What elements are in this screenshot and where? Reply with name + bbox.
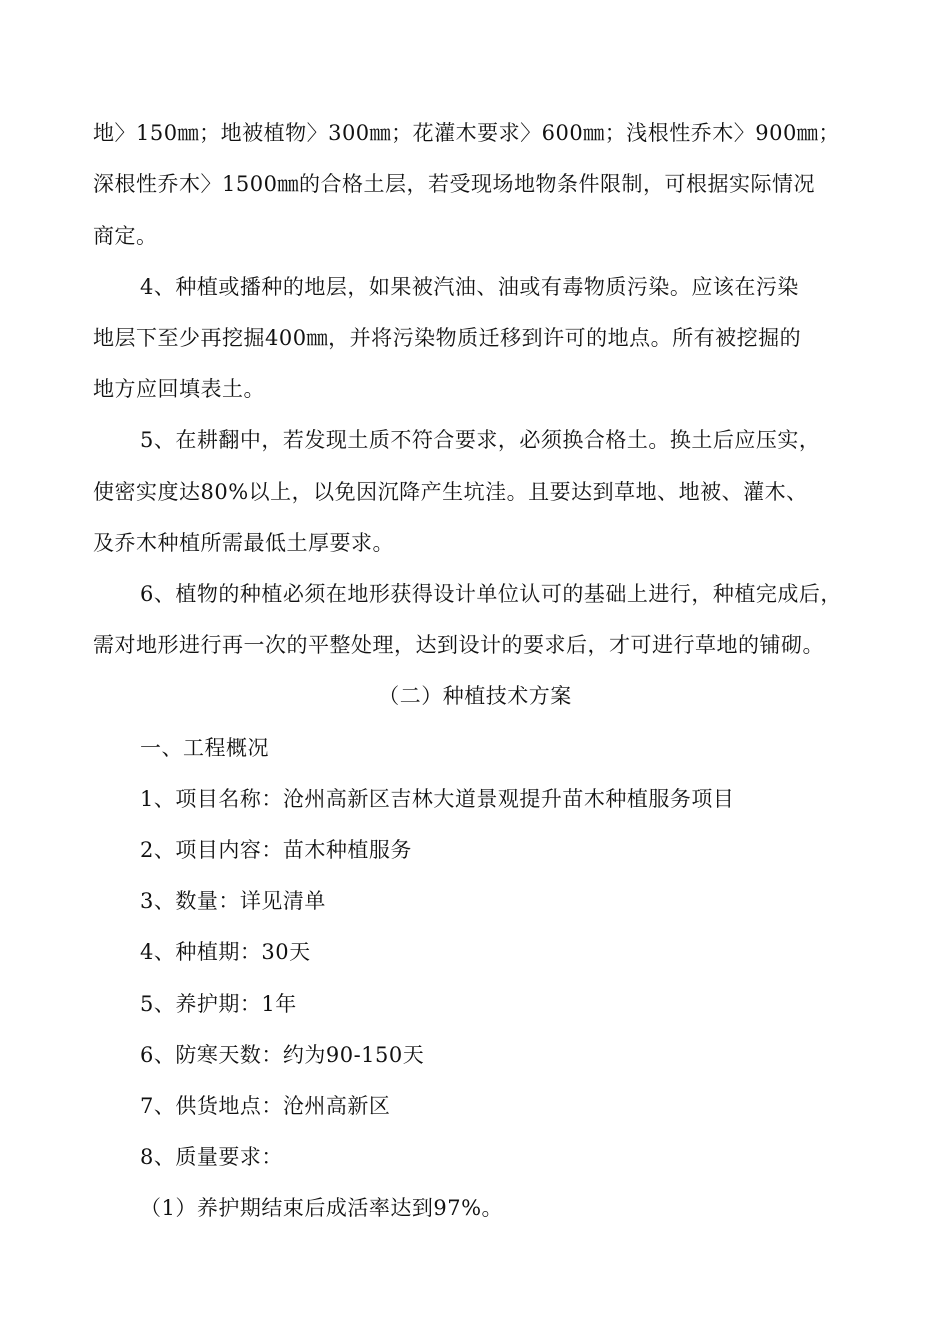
list-item: 3、数量：详见清单 [140, 889, 326, 913]
paragraph-line: 使密实度达80%以上，以免因沉降产生坑洼。且要达到草地、地被、灌木、 [93, 480, 808, 504]
section-heading: （二）种植技术方案 [378, 684, 572, 708]
paragraph-line: 需对地形进行再一次的平整处理，达到设计的要求后，才可进行草地的铺砌。 [93, 633, 824, 657]
list-item: 4、种植期：30天 [140, 940, 311, 964]
list-item: 1、项目名称：沧州高新区吉林大道景观提升苗木种植服务项目 [140, 787, 735, 811]
list-item: 8、质量要求： [140, 1145, 283, 1169]
paragraph-line: 4、种植或播种的地层，如果被汽油、油或有毒物质污染。应该在污染 [140, 275, 799, 299]
paragraph-line: 6、植物的种植必须在地形获得设计单位认可的基础上进行，种植完成后， [140, 582, 842, 606]
paragraph-line: 商定。 [93, 224, 158, 248]
paragraph-line: 地方应回填表土。 [93, 377, 265, 401]
paragraph-line: 地层下至少再挖掘400㎜，并将污染物质迁移到许可的地点。所有被挖掘的 [93, 326, 802, 350]
paragraph-line: 5、在耕翻中，若发现土质不符合要求，必须换合格土。换土后应压实， [140, 428, 821, 452]
list-item: 5、养护期：1年 [140, 992, 297, 1016]
paragraph-line: 及乔木种植所需最低土厚要求。 [93, 531, 394, 555]
list-item: 2、项目内容：苗木种植服务 [140, 838, 412, 862]
paragraph-line: 地〉150㎜；地被植物〉300㎜；花灌木要求〉600㎜；浅根性乔木〉900㎜； [93, 121, 840, 145]
paragraph-line: 深根性乔木〉1500㎜的合格土层，若受现场地物条件限制，可根据实际情况 [93, 172, 815, 196]
subsection-heading: 一、工程概况 [140, 736, 269, 760]
list-item: 7、供货地点：沧州高新区 [140, 1094, 391, 1118]
list-subitem: （1）养护期结束后成活率达到97%。 [140, 1196, 504, 1220]
list-item: 6、防寒天数：约为90-150天 [140, 1043, 425, 1067]
